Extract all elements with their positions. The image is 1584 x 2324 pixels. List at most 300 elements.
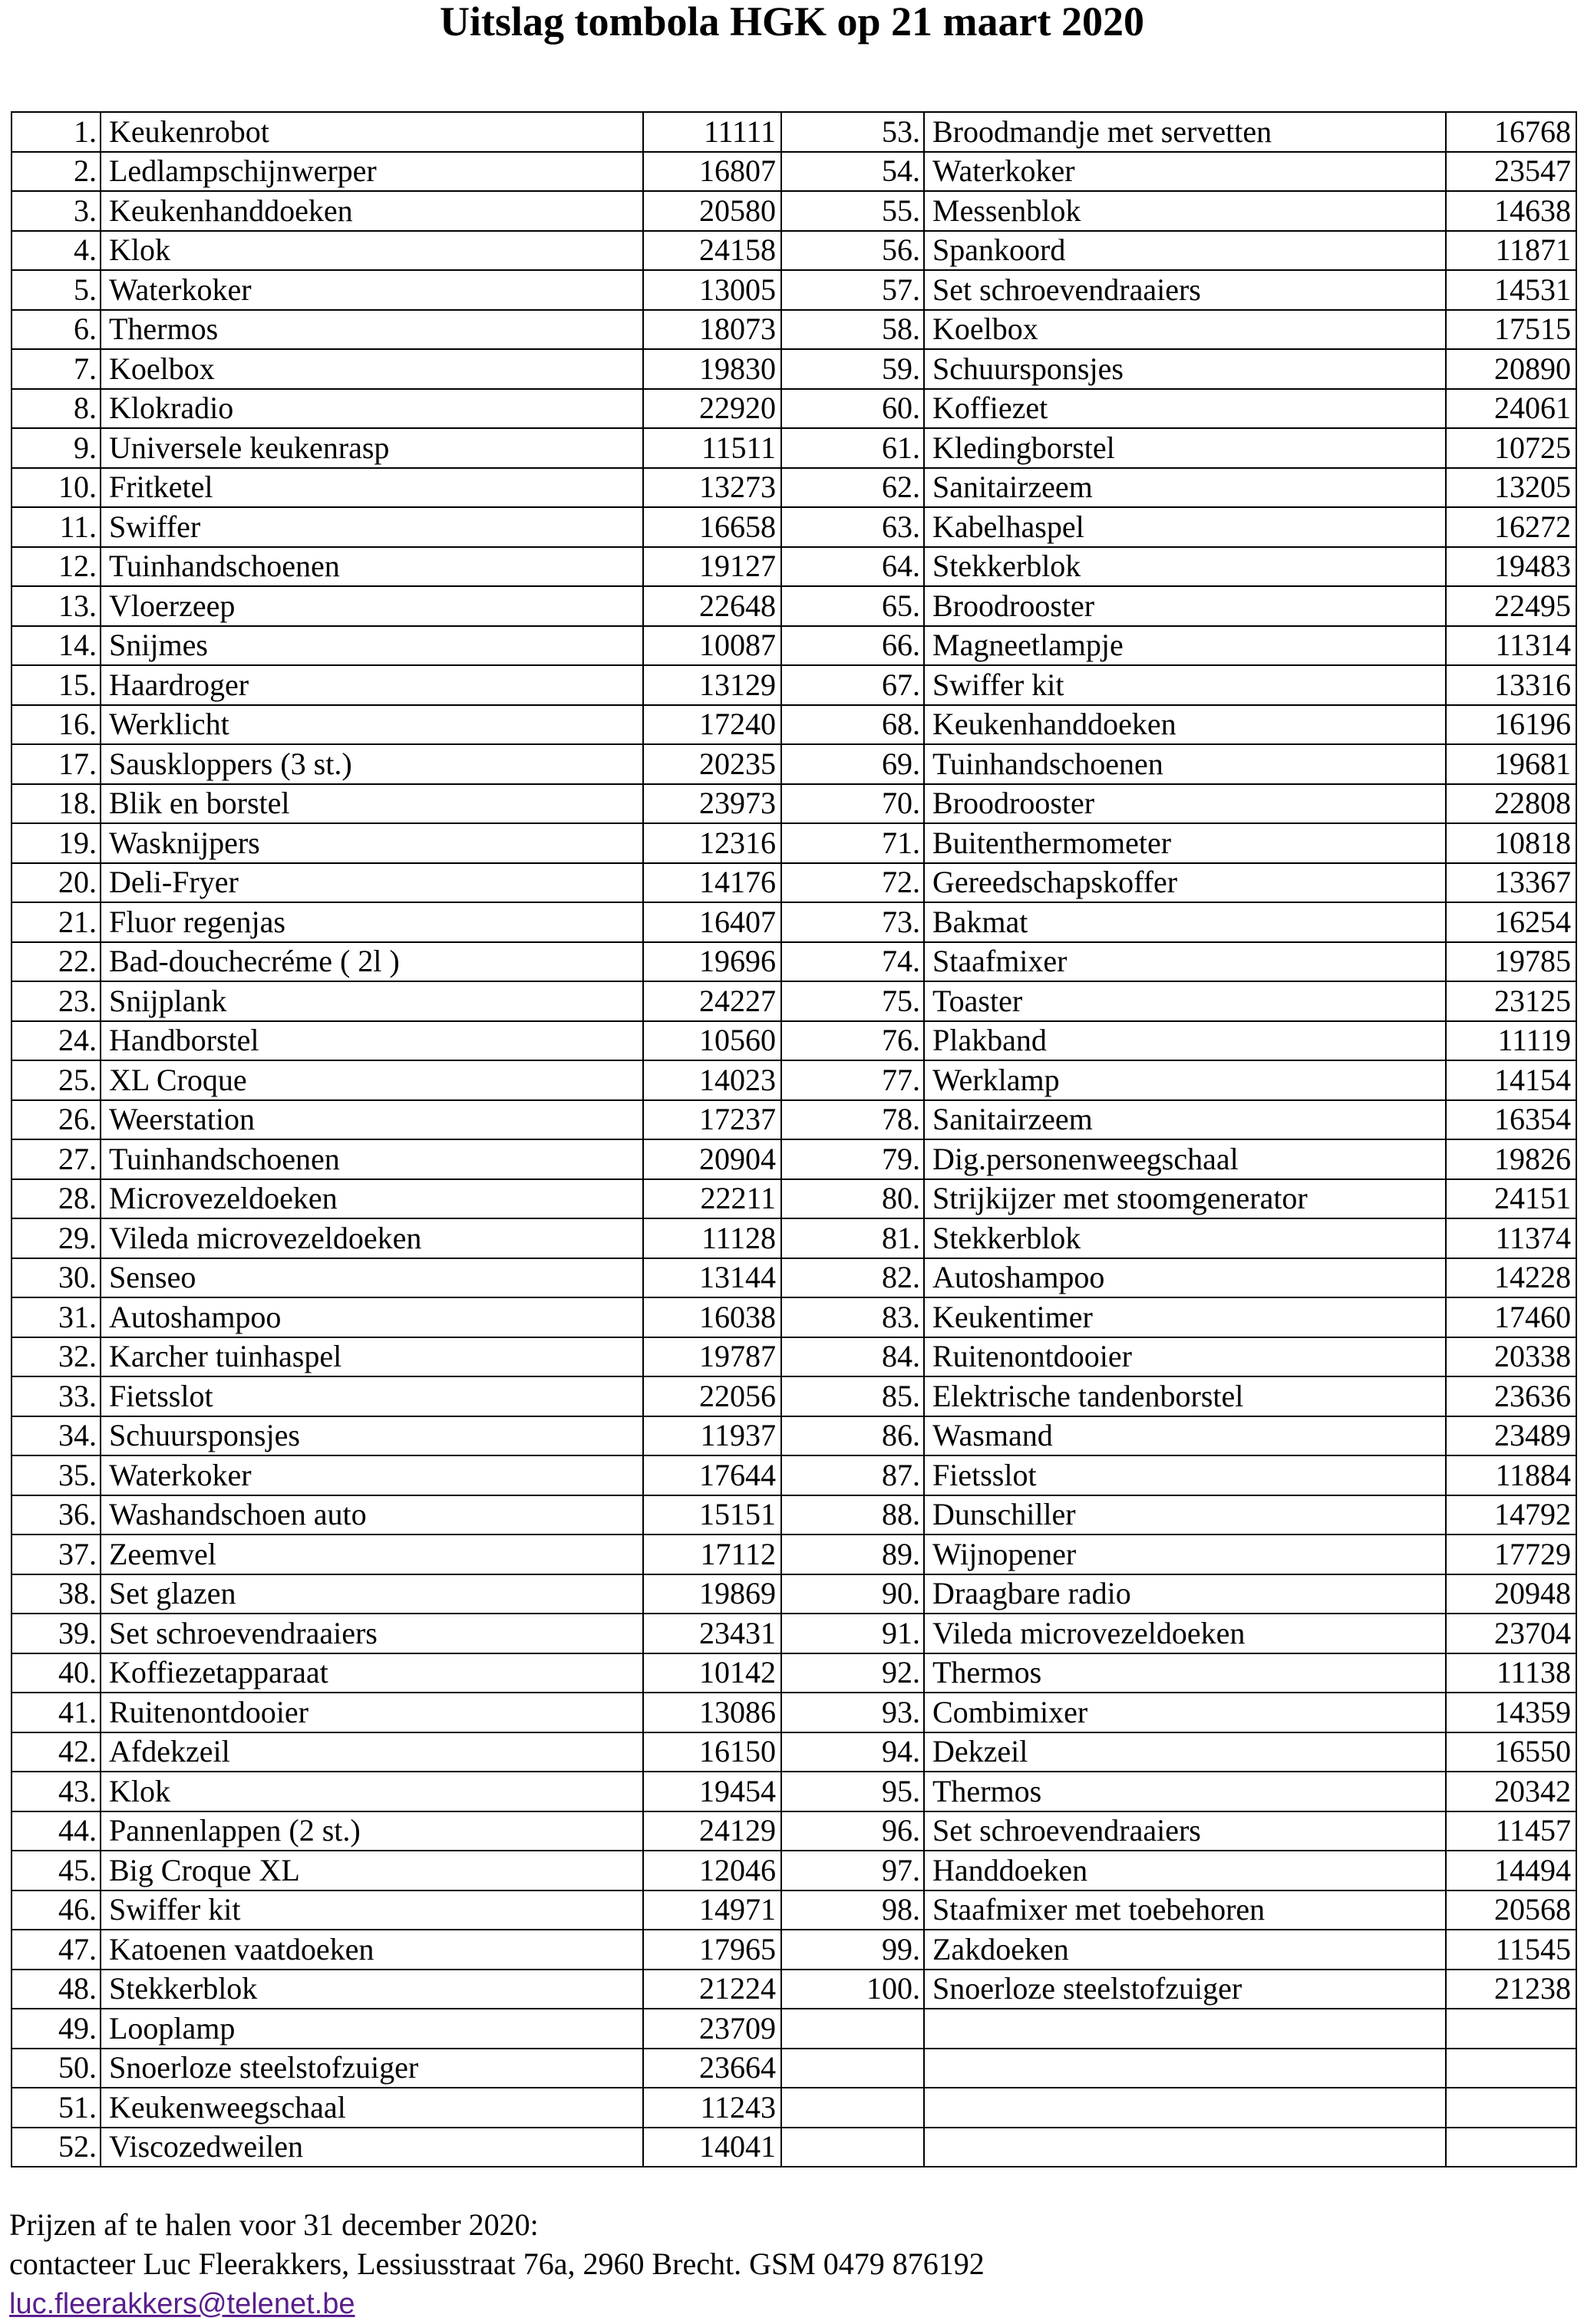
right-prize-number: 87. — [781, 1455, 924, 1495]
table-row — [12, 310, 1576, 350]
left-prize-name: Pannenlappen (2 st.) — [101, 1811, 643, 1851]
right-prize-name: Tuinhandschoenen — [924, 744, 1446, 784]
left-prize-number: 41. — [12, 1693, 101, 1732]
left-prize-name: Tuinhandschoenen — [101, 547, 643, 587]
left-prize-name: Weerstation — [101, 1100, 643, 1140]
left-winning-ticket: 20235 — [643, 744, 781, 784]
right-prize-name: Swiffer kit — [924, 665, 1446, 705]
table-row — [12, 1455, 1576, 1495]
right-prize-number: 92. — [781, 1653, 924, 1693]
left-winning-ticket: 17965 — [643, 1930, 781, 1970]
left-winning-ticket: 11511 — [643, 428, 781, 468]
table-row — [12, 1970, 1576, 2009]
left-winning-ticket: 12316 — [643, 823, 781, 863]
left-prize-number: 3. — [12, 191, 101, 231]
left-winning-ticket: 17644 — [643, 1455, 781, 1495]
left-prize-name: Klok — [101, 231, 643, 271]
right-prize-name — [924, 2009, 1446, 2049]
left-prize-name: Autoshampoo — [101, 1297, 643, 1337]
right-winning-ticket: 19483 — [1446, 547, 1576, 587]
left-winning-ticket: 19869 — [643, 1574, 781, 1614]
right-prize-number: 66. — [781, 626, 924, 666]
right-prize-number: 88. — [781, 1495, 924, 1535]
right-winning-ticket: 11871 — [1446, 231, 1576, 271]
left-prize-number: 42. — [12, 1732, 101, 1772]
table-row — [12, 863, 1576, 903]
table-row — [12, 1495, 1576, 1535]
right-prize-number: 75. — [781, 981, 924, 1021]
left-prize-name: Handborstel — [101, 1021, 643, 1061]
right-winning-ticket: 20342 — [1446, 1772, 1576, 1811]
right-prize-name: Werklamp — [924, 1060, 1446, 1100]
left-prize-number: 6. — [12, 310, 101, 350]
left-prize-name: Vloerzeep — [101, 586, 643, 626]
right-prize-number: 71. — [781, 823, 924, 863]
table-row — [12, 1534, 1576, 1574]
left-prize-name: Vileda microvezeldoeken — [101, 1218, 643, 1258]
left-prize-number: 25. — [12, 1060, 101, 1100]
right-prize-name: Thermos — [924, 1653, 1446, 1693]
left-prize-number: 32. — [12, 1337, 101, 1377]
right-prize-name: Stekkerblok — [924, 1218, 1446, 1258]
right-prize-name: Ruitenontdooier — [924, 1337, 1446, 1377]
left-prize-number: 4. — [12, 231, 101, 271]
table-row — [12, 2088, 1576, 2128]
right-prize-name: Sanitairzeem — [924, 468, 1446, 508]
right-winning-ticket: 16196 — [1446, 705, 1576, 745]
left-prize-name: Koelbox — [101, 349, 643, 389]
right-prize-name: Staafmixer met toebehoren — [924, 1891, 1446, 1930]
right-winning-ticket: 24151 — [1446, 1179, 1576, 1219]
left-winning-ticket: 13086 — [643, 1693, 781, 1732]
left-winning-ticket: 11128 — [643, 1218, 781, 1258]
table-row — [12, 1179, 1576, 1219]
right-winning-ticket: 13367 — [1446, 863, 1576, 903]
right-winning-ticket — [1446, 2049, 1576, 2088]
left-winning-ticket: 15151 — [643, 1495, 781, 1535]
footer — [9, 2205, 985, 2324]
right-prize-name: Set schroevendraaiers — [924, 1811, 1446, 1851]
right-prize-number: 98. — [781, 1891, 924, 1930]
right-prize-name: Kledingborstel — [924, 428, 1446, 468]
right-prize-name — [924, 2088, 1446, 2128]
left-winning-ticket: 10087 — [643, 626, 781, 666]
right-prize-name: Keukentimer — [924, 1297, 1446, 1337]
right-prize-name: Autoshampoo — [924, 1258, 1446, 1298]
left-prize-number: 22. — [12, 942, 101, 982]
right-prize-name: Magneetlampje — [924, 626, 1446, 666]
right-prize-number: 54. — [781, 152, 924, 192]
left-prize-name: Ruitenontdooier — [101, 1693, 643, 1732]
left-prize-number: 43. — [12, 1772, 101, 1811]
right-prize-number: 56. — [781, 231, 924, 271]
left-prize-name: Fluor regenjas — [101, 902, 643, 942]
left-prize-name: Keukenhanddoeken — [101, 191, 643, 231]
right-prize-number — [781, 2088, 924, 2128]
table-row — [12, 507, 1576, 547]
left-prize-number: 45. — [12, 1851, 101, 1891]
right-prize-number: 77. — [781, 1060, 924, 1100]
left-prize-name: Karcher tuinhaspel — [101, 1337, 643, 1377]
table-row — [12, 1337, 1576, 1377]
left-prize-name: Deli-Fryer — [101, 863, 643, 903]
left-prize-name: Tuinhandschoenen — [101, 1139, 643, 1179]
results-table-body — [12, 112, 1576, 2167]
left-winning-ticket: 19830 — [643, 349, 781, 389]
left-winning-ticket: 19696 — [643, 942, 781, 982]
right-prize-name: Strijkijzer met stoomgenerator — [924, 1179, 1446, 1219]
left-winning-ticket: 11111 — [643, 112, 781, 152]
left-prize-number: 21. — [12, 902, 101, 942]
left-prize-number: 33. — [12, 1376, 101, 1416]
right-winning-ticket: 14228 — [1446, 1258, 1576, 1298]
table-row — [12, 191, 1576, 231]
right-winning-ticket: 16768 — [1446, 112, 1576, 152]
right-prize-number: 84. — [781, 1337, 924, 1377]
left-winning-ticket: 22056 — [643, 1376, 781, 1416]
right-winning-ticket: 20338 — [1446, 1337, 1576, 1377]
left-winning-ticket: 18073 — [643, 310, 781, 350]
right-prize-name: Spankoord — [924, 231, 1446, 271]
right-prize-number: 86. — [781, 1416, 924, 1456]
left-winning-ticket: 11937 — [643, 1416, 781, 1456]
left-winning-ticket: 23664 — [643, 2049, 781, 2088]
email-link[interactable]: luc.fleerakkers@telenet.be — [9, 2288, 355, 2320]
left-winning-ticket: 14041 — [643, 2128, 781, 2167]
left-winning-ticket: 22211 — [643, 1179, 781, 1219]
left-winning-ticket: 23431 — [643, 1614, 781, 1653]
right-winning-ticket: 16254 — [1446, 902, 1576, 942]
left-prize-name: Washandschoen auto — [101, 1495, 643, 1535]
right-winning-ticket: 14792 — [1446, 1495, 1576, 1535]
right-prize-name: Buitenthermometer — [924, 823, 1446, 863]
left-prize-number: 38. — [12, 1574, 101, 1614]
left-prize-name: Big Croque XL — [101, 1851, 643, 1891]
left-prize-number: 52. — [12, 2128, 101, 2167]
right-prize-number: 61. — [781, 428, 924, 468]
right-prize-number: 89. — [781, 1534, 924, 1574]
table-row — [12, 2009, 1576, 2049]
right-winning-ticket: 11314 — [1446, 626, 1576, 666]
left-winning-ticket: 17112 — [643, 1534, 781, 1574]
left-prize-number: 29. — [12, 1218, 101, 1258]
right-winning-ticket: 11545 — [1446, 1930, 1576, 1970]
right-prize-name: Waterkoker — [924, 152, 1446, 192]
left-prize-number: 23. — [12, 981, 101, 1021]
left-prize-name: Universele keukenrasp — [101, 428, 643, 468]
right-prize-number: 70. — [781, 784, 924, 824]
left-prize-name: Microvezeldoeken — [101, 1179, 643, 1219]
table-row — [12, 349, 1576, 389]
right-winning-ticket: 14154 — [1446, 1060, 1576, 1100]
left-prize-number: 11. — [12, 507, 101, 547]
left-prize-number: 39. — [12, 1614, 101, 1653]
left-prize-number: 5. — [12, 270, 101, 310]
right-winning-ticket: 13205 — [1446, 468, 1576, 508]
left-winning-ticket: 13144 — [643, 1258, 781, 1298]
left-prize-number: 34. — [12, 1416, 101, 1456]
left-winning-ticket: 17240 — [643, 705, 781, 745]
right-winning-ticket: 23636 — [1446, 1376, 1576, 1416]
right-prize-number — [781, 2049, 924, 2088]
right-winning-ticket: 23489 — [1446, 1416, 1576, 1456]
left-prize-name: Zeemvel — [101, 1534, 643, 1574]
right-winning-ticket: 21238 — [1446, 1970, 1576, 2009]
table-row — [12, 1060, 1576, 1100]
right-prize-number: 95. — [781, 1772, 924, 1811]
table-row — [12, 231, 1576, 271]
table-row — [12, 705, 1576, 745]
left-prize-number: 51. — [12, 2088, 101, 2128]
right-winning-ticket — [1446, 2088, 1576, 2128]
right-winning-ticket: 17460 — [1446, 1297, 1576, 1337]
right-winning-ticket: 11884 — [1446, 1455, 1576, 1495]
left-prize-name: Viscozedweilen — [101, 2128, 643, 2167]
right-winning-ticket: 14638 — [1446, 191, 1576, 231]
right-winning-ticket: 16550 — [1446, 1732, 1576, 1772]
left-prize-number: 27. — [12, 1139, 101, 1179]
right-prize-name: Vileda microvezeldoeken — [924, 1614, 1446, 1653]
table-row — [12, 1811, 1576, 1851]
left-prize-number: 24. — [12, 1021, 101, 1061]
left-prize-number: 12. — [12, 547, 101, 587]
right-winning-ticket: 22495 — [1446, 586, 1576, 626]
left-prize-number: 18. — [12, 784, 101, 824]
left-winning-ticket: 11243 — [643, 2088, 781, 2128]
right-prize-number: 80. — [781, 1179, 924, 1219]
left-winning-ticket: 16658 — [643, 507, 781, 547]
left-winning-ticket: 14023 — [643, 1060, 781, 1100]
right-prize-name: Kabelhaspel — [924, 507, 1446, 547]
right-prize-number: 85. — [781, 1376, 924, 1416]
table-row — [12, 270, 1576, 310]
table-row — [12, 1416, 1576, 1456]
right-prize-name — [924, 2128, 1446, 2167]
left-prize-number: 46. — [12, 1891, 101, 1930]
right-prize-name: Plakband — [924, 1021, 1446, 1061]
left-winning-ticket: 14176 — [643, 863, 781, 903]
right-prize-number: 74. — [781, 942, 924, 982]
left-winning-ticket: 16407 — [643, 902, 781, 942]
left-prize-name: Snijmes — [101, 626, 643, 666]
left-winning-ticket: 22648 — [643, 586, 781, 626]
right-prize-name: Thermos — [924, 1772, 1446, 1811]
right-prize-name: Schuursponsjes — [924, 349, 1446, 389]
left-prize-name: Keukenweegschaal — [101, 2088, 643, 2128]
table-row — [12, 665, 1576, 705]
right-prize-number: 79. — [781, 1139, 924, 1179]
right-winning-ticket: 19785 — [1446, 942, 1576, 982]
table-row — [12, 1851, 1576, 1891]
left-winning-ticket: 22920 — [643, 389, 781, 429]
left-prize-name: Set schroevendraaiers — [101, 1614, 643, 1653]
left-prize-number: 37. — [12, 1534, 101, 1574]
right-winning-ticket: 10818 — [1446, 823, 1576, 863]
right-prize-number: 99. — [781, 1930, 924, 1970]
table-row — [12, 942, 1576, 982]
left-prize-name: XL Croque — [101, 1060, 643, 1100]
left-prize-name: Snijplank — [101, 981, 643, 1021]
left-prize-number: 47. — [12, 1930, 101, 1970]
left-prize-number: 1. — [12, 112, 101, 152]
left-prize-number: 15. — [12, 665, 101, 705]
right-prize-number — [781, 2128, 924, 2167]
right-prize-name: Staafmixer — [924, 942, 1446, 982]
right-winning-ticket: 14531 — [1446, 270, 1576, 310]
right-prize-name: Broodrooster — [924, 586, 1446, 626]
right-prize-number: 57. — [781, 270, 924, 310]
left-winning-ticket: 16807 — [643, 152, 781, 192]
left-winning-ticket: 24129 — [643, 1811, 781, 1851]
table-row — [12, 784, 1576, 824]
right-winning-ticket: 11457 — [1446, 1811, 1576, 1851]
table-row — [12, 1139, 1576, 1179]
left-winning-ticket: 13129 — [643, 665, 781, 705]
table-row — [12, 1653, 1576, 1693]
right-prize-name: Elektrische tandenborstel — [924, 1376, 1446, 1416]
right-winning-ticket: 16272 — [1446, 507, 1576, 547]
right-winning-ticket: 16354 — [1446, 1100, 1576, 1140]
left-prize-name: Afdekzeil — [101, 1732, 643, 1772]
left-winning-ticket: 12046 — [643, 1851, 781, 1891]
left-prize-name: Senseo — [101, 1258, 643, 1298]
table-row — [12, 1732, 1576, 1772]
right-prize-number: 78. — [781, 1100, 924, 1140]
table-row — [12, 823, 1576, 863]
right-winning-ticket: 20568 — [1446, 1891, 1576, 1930]
left-winning-ticket: 20580 — [643, 191, 781, 231]
left-winning-ticket: 24227 — [643, 981, 781, 1021]
right-prize-name: Combimixer — [924, 1693, 1446, 1732]
right-prize-name: Messenblok — [924, 191, 1446, 231]
right-prize-number: 91. — [781, 1614, 924, 1653]
right-prize-number: 73. — [781, 902, 924, 942]
table-row — [12, 1021, 1576, 1061]
right-prize-name: Handdoeken — [924, 1851, 1446, 1891]
table-row — [12, 152, 1576, 192]
left-prize-number: 40. — [12, 1653, 101, 1693]
table-row — [12, 428, 1576, 468]
table-row — [12, 2049, 1576, 2088]
contact-details: contacteer Luc Fleerakkers, Lessiusstraat 76a, 2960 Brecht. GSM 0479 876192 — [9, 2247, 985, 2281]
left-prize-number: 2. — [12, 152, 101, 192]
left-winning-ticket: 23709 — [643, 2009, 781, 2049]
left-winning-ticket: 10142 — [643, 1653, 781, 1693]
left-prize-name: Ledlampschijnwerper — [101, 152, 643, 192]
right-prize-number: 100. — [781, 1970, 924, 2009]
left-prize-name: Swiffer kit — [101, 1891, 643, 1930]
right-prize-name — [924, 2049, 1446, 2088]
left-winning-ticket: 14971 — [643, 1891, 781, 1930]
left-prize-name: Haardroger — [101, 665, 643, 705]
right-prize-name: Bakmat — [924, 902, 1446, 942]
left-prize-name: Sauskloppers (3 st.) — [101, 744, 643, 784]
right-prize-number: 81. — [781, 1218, 924, 1258]
right-prize-name: Koelbox — [924, 310, 1446, 350]
left-prize-number: 35. — [12, 1455, 101, 1495]
right-winning-ticket: 17515 — [1446, 310, 1576, 350]
right-winning-ticket: 11138 — [1446, 1653, 1576, 1693]
right-prize-number: 53. — [781, 112, 924, 152]
right-prize-name: Toaster — [924, 981, 1446, 1021]
left-prize-number: 50. — [12, 2049, 101, 2088]
right-prize-number: 55. — [781, 191, 924, 231]
left-prize-name: Klok — [101, 1772, 643, 1811]
table-row — [12, 586, 1576, 626]
right-winning-ticket: 14359 — [1446, 1693, 1576, 1732]
left-winning-ticket: 13005 — [643, 270, 781, 310]
table-row — [12, 1376, 1576, 1416]
right-prize-number: 82. — [781, 1258, 924, 1298]
table-row — [12, 1614, 1576, 1653]
right-prize-name: Broodrooster — [924, 784, 1446, 824]
left-prize-name: Set glazen — [101, 1574, 643, 1614]
left-winning-ticket: 23973 — [643, 784, 781, 824]
left-prize-number: 26. — [12, 1100, 101, 1140]
pickup-notice: Prijzen af te halen voor 31 december 2020: — [9, 2207, 539, 2242]
right-prize-name: Gereedschapskoffer — [924, 863, 1446, 903]
left-prize-name: Snoerloze steelstofzuiger — [101, 2049, 643, 2088]
right-prize-name: Keukenhanddoeken — [924, 705, 1446, 745]
right-winning-ticket: 13316 — [1446, 665, 1576, 705]
right-winning-ticket: 23547 — [1446, 152, 1576, 192]
left-prize-number: 8. — [12, 389, 101, 429]
left-winning-ticket: 19127 — [643, 547, 781, 587]
right-prize-number: 65. — [781, 586, 924, 626]
left-winning-ticket: 16150 — [643, 1732, 781, 1772]
left-prize-name: Keukenrobot — [101, 112, 643, 152]
right-prize-name: Dunschiller — [924, 1495, 1446, 1535]
right-winning-ticket — [1446, 2009, 1576, 2049]
left-prize-number: 14. — [12, 626, 101, 666]
right-winning-ticket: 19826 — [1446, 1139, 1576, 1179]
left-winning-ticket: 16038 — [643, 1297, 781, 1337]
page-title: Uitslag tombola HGK op 21 maart 2020 — [440, 0, 1144, 45]
right-prize-number: 58. — [781, 310, 924, 350]
table-row — [12, 1772, 1576, 1811]
table-row — [12, 112, 1576, 152]
left-prize-name: Wasknijpers — [101, 823, 643, 863]
table-row — [12, 1693, 1576, 1732]
right-prize-number: 63. — [781, 507, 924, 547]
right-prize-name: Set schroevendraaiers — [924, 270, 1446, 310]
left-prize-name: Koffiezetapparaat — [101, 1653, 643, 1693]
table-row — [12, 1574, 1576, 1614]
left-prize-name: Waterkoker — [101, 270, 643, 310]
right-prize-number: 72. — [781, 863, 924, 903]
right-winning-ticket: 10725 — [1446, 428, 1576, 468]
left-prize-name: Bad-douchecréme ( 2l ) — [101, 942, 643, 982]
right-winning-ticket: 23704 — [1446, 1614, 1576, 1653]
table-row — [12, 902, 1576, 942]
left-prize-number: 20. — [12, 863, 101, 903]
left-prize-name: Fietsslot — [101, 1376, 643, 1416]
table-row — [12, 1258, 1576, 1298]
left-winning-ticket: 19454 — [643, 1772, 781, 1811]
table-row — [12, 389, 1576, 429]
right-prize-name: Fietsslot — [924, 1455, 1446, 1495]
table-row — [12, 1930, 1576, 1970]
left-prize-number: 31. — [12, 1297, 101, 1337]
right-prize-number: 59. — [781, 349, 924, 389]
right-prize-name: Zakdoeken — [924, 1930, 1446, 1970]
left-winning-ticket: 21224 — [643, 1970, 781, 2009]
left-prize-name: Klokradio — [101, 389, 643, 429]
right-prize-number: 94. — [781, 1732, 924, 1772]
table-row — [12, 1891, 1576, 1930]
left-prize-name: Schuursponsjes — [101, 1416, 643, 1456]
left-prize-number: 28. — [12, 1179, 101, 1219]
